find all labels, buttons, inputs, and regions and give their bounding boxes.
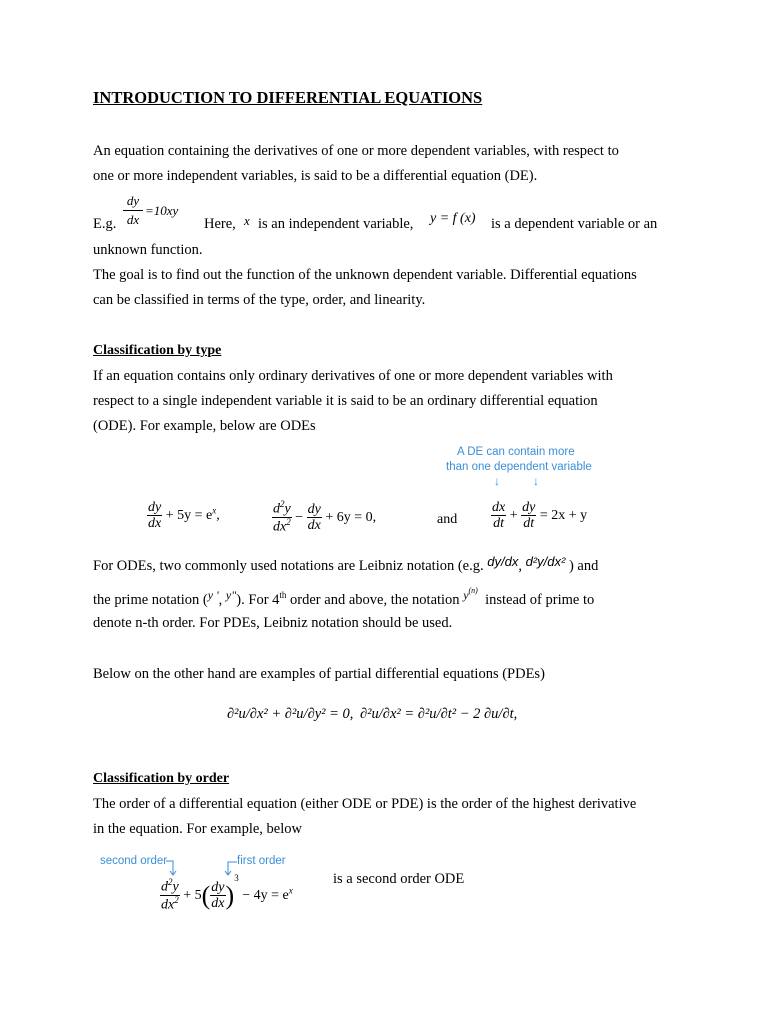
intro-line-1: An equation containing the derivatives of one or more dependent variables, with respect to bbox=[93, 143, 619, 159]
leibniz-first: dy/dx bbox=[487, 554, 519, 569]
eg-label: E.g. bbox=[93, 216, 117, 232]
type-para-3: (ODE). For example, below are ODEs bbox=[93, 418, 316, 434]
order-para-2: in the equation. For example, below bbox=[93, 821, 302, 837]
pde-example-2: ∂²u/∂x² = ∂²u/∂t² − 2 ∂u/∂t, bbox=[360, 706, 518, 722]
and-label: and bbox=[437, 512, 458, 527]
ode-example-2: $\frac{d^2y}{dx^2}$ − $\frac{dy}{dx}$ + 6y = 0, bbox=[273, 499, 377, 535]
notation-line-3: denote n-th order. For PDEs, Leibniz notation should be used. bbox=[93, 615, 453, 631]
y-equals-fx: y = f (x) bbox=[430, 211, 476, 226]
first-order-label: first order bbox=[237, 855, 286, 867]
eg-rhs: =10xy bbox=[145, 203, 179, 218]
goal-line-1: The goal is to find out the function of the unknown dependent variable. Differential equations bbox=[93, 267, 637, 283]
order-para-1: The order of a differential equation (either ODE or PDE) is the order of the highest derivative bbox=[93, 796, 637, 812]
annotation-line-1: A DE can contain more bbox=[457, 446, 575, 458]
order-example-equation: $\frac{d^2y}{dx^2}$ + 5( $\frac{dy}{dx}$ )$^3 - 4y = e^x$ bbox=[161, 873, 293, 913]
heading-classification-order: Classification by order bbox=[93, 771, 230, 786]
goal-line-2: can be classified in terms of the type, order, and linearity. bbox=[93, 292, 426, 308]
annotation-line-2: than one dependent variable bbox=[446, 461, 592, 473]
eg-derivative bbox=[123, 193, 143, 227]
notation-line-2: the prime notation ($^{y '}$, $^{y"}$). For 4th order and above, the notation $^{y(n)}$ instead of prime to bbox=[93, 586, 595, 608]
type-para-2: respect to a single independent variable it is said to be an ordinary differential equation bbox=[93, 393, 598, 409]
leibniz-second: d²y/dx² bbox=[525, 554, 566, 569]
ode-example-1: $\frac{dy}{dx}$ + $5y = e^x$, bbox=[148, 500, 220, 532]
independent-text: is an independent variable, bbox=[258, 216, 414, 232]
page-title: INTRODUCTION TO DIFFERENTIAL EQUATIONS bbox=[93, 88, 483, 107]
x-variable: x bbox=[244, 213, 250, 228]
here-label: Here, bbox=[204, 216, 236, 232]
eg-numerator: dy bbox=[126, 193, 140, 208]
ode-example-3: $\frac{dx}{dt}$ + $\frac{dy}{dt}$ = 2x + y bbox=[492, 500, 588, 532]
heading-classification-type: Classification by type bbox=[93, 343, 222, 358]
unknown-function-text: unknown function. bbox=[93, 242, 203, 258]
pde-intro: Below on the other hand are examples of partial differential equations (PDEs) bbox=[93, 666, 545, 682]
notation-line-1: For ODEs, two commonly used notations are Leibniz notation (e.g. dy/dx, d²y/dx² ) and bbox=[93, 554, 599, 574]
pde-example-1: ∂²u/∂x² + ∂²u/∂y² = 0, bbox=[227, 706, 354, 722]
arrow-down-icon: ↓ bbox=[533, 474, 539, 488]
intro-line-2: one or more independent variables, is said to be a differential equation (DE). bbox=[93, 168, 538, 184]
eg-denominator: dx bbox=[126, 211, 140, 227]
second-order-caption: is a second order ODE bbox=[333, 871, 465, 887]
type-para-1: If an equation contains only ordinary derivatives of one or more dependent variables with bbox=[93, 368, 613, 384]
dependent-text: is a dependent variable or an bbox=[491, 216, 658, 232]
arrow-down-icon: ↓ bbox=[494, 474, 500, 488]
second-order-label: second order bbox=[100, 855, 168, 867]
